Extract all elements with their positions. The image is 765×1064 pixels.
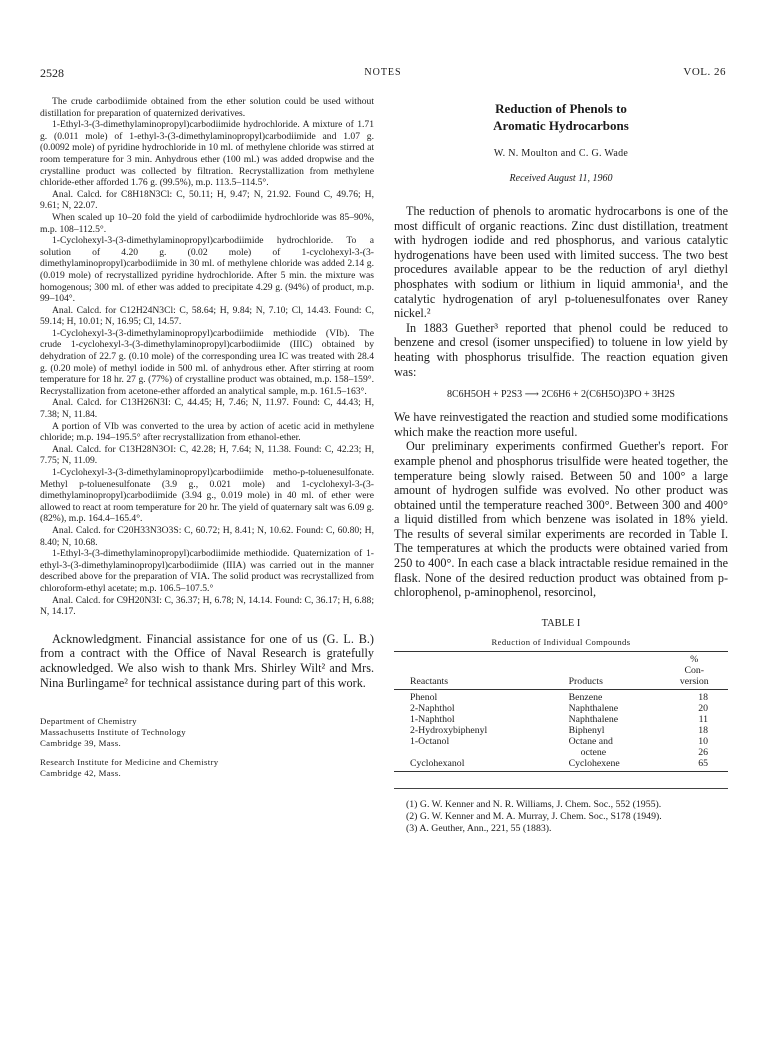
table-row <box>394 725 728 736</box>
cell: Phenol <box>410 691 438 703</box>
table-subtitle: Reduction of Individual Compounds <box>491 636 631 647</box>
left-column <box>40 96 374 779</box>
footnote: (2) G. W. Kenner and M. A. Murray, J. Chem. Soc., S178 (1949). <box>406 810 662 822</box>
volume-number: VOL. 26 <box>683 66 726 78</box>
paragraph: 1-Cyclohexyl-3-(3-dimethylaminopropyl)carbodiimide methiodide (VIb). The crude 1-cyclohexyl-3-(3-dimethylaminopropyl)carbodiimide (IIIC) obtained by dehydration of 22.7 g. (0.10 mole) of the corresponding urea IC was treated with 28.4 g. (0.20 mole) of methyl iodide in 500 ml. of anhydrous ether. After stirring at room temperature for 18 hr. 27 g. (77%) of crystalline product was obtained, m.p. 158–159°. Recrystallization from acetone-ether afforded an analytical sample, m.p. 161.5–163°. <box>40 327 374 397</box>
analysis: Anal. Calcd. for C9H20N3I: C, 36.37; H, 6.78; N, 14.14. Found: C, 36.17; H, 6.88; N, 14.17. <box>40 594 374 618</box>
cell: 11 <box>698 713 708 725</box>
paragraph: 1-Ethyl-3-(3-dimethylaminopropyl)carbodiimide methiodide. Quaternization of 1-ethyl-3-(3-dimethylaminopropyl)carbodiimide (IIIA) was carried out in the manner described above for the preparation of VIA. The solid product was recrystallized from chloroform-ethyl acetate; m.p. 106.5–107.5.° <box>40 548 374 594</box>
cell: 10 <box>698 735 708 747</box>
right-column <box>394 96 728 835</box>
page-number: 2528 <box>40 66 64 80</box>
table-row <box>394 758 728 772</box>
affiliation-block <box>40 716 374 779</box>
affiliation-line: Cambridge 42, Mass. <box>40 768 121 779</box>
cell: 2-Hydroxybiphenyl <box>410 724 488 736</box>
cell: 1-Octanol <box>410 735 450 747</box>
analysis: Anal. Calcd. for C13H26N3I: C, 44.45; H, 7.46; N, 11.97. Found: C, 44.43; H, 7.38; N, 11.84. <box>40 397 374 421</box>
analysis: Anal. Calcd. for C20H33N3O3S: C, 60.72; H, 8.41; N, 10.62. Found: C, 60.80; H, 8.40; N, 10.68. <box>40 524 374 548</box>
cell: 18 <box>698 724 708 736</box>
footnote: (3) A. Geuther, Ann., 221, 55 (1883). <box>406 822 552 834</box>
cell: 20 <box>698 702 708 714</box>
cell <box>394 747 559 758</box>
acknowledgment: Acknowledgment. Financial assistance for one of us (G. L. B.) from a contract with the Office of Naval Research is gratefully acknowledged. We also wish to thank Mrs. Shirley Wilt² and Mrs. Nina Burlingame² for technical assistance during part of this work. <box>40 631 374 690</box>
table-caption: TABLE I <box>541 617 581 629</box>
cell: Naphthalene <box>568 713 619 725</box>
body-paragraph: Our preliminary experiments confirmed Guether's report. For example phenol and phosphorus trisulfide were heated together, the temperature being slowly raised. Between 50 and 100° a large amount of hydrogen sulfide was evolved. No other product was obtained until the temperature reached 300°. Between 300 and 400° a liquid distilled from which benzene was isolated in 18% yield. The results of several similar experiments are recorded in Table I. The temperatures at which the products were obtained varied from 250 to 400°. In each case a black intractable residue remained in the flask. None of the desired reduction product was obtained from p-chlorophenol, p-aminophenol, resorcinol, <box>394 439 728 600</box>
paragraph: 1-Ethyl-3-(3-dimethylaminopropyl)carbodiimide hydrochloride. A mixture of 1.71 g. (0.011 mole) of 1-ethyl-3-(3-dimethylaminopropyl)carbodiimide and 1.07 g. (0.0092 mole) of pyridine hydrochloride in 10 ml. of methylene chloride was stirred at room temperature for 3 min. Anhydrous ether (100 ml.) was added dropwise and the crystalline product was collected by filtration. Recrystallization from methylene chloride-ether afforded 1.76 g. (99.5%), m.p. 113.5–114.5°. <box>40 119 374 189</box>
column-header: Reactants <box>394 651 559 689</box>
header-line: version <box>679 675 709 687</box>
table-header-row <box>394 651 728 689</box>
cell: Cyclohexanol <box>410 757 465 769</box>
cell: 65 <box>698 757 708 769</box>
table-row <box>394 747 728 758</box>
article-title: Aromatic Hydrocarbons <box>493 118 629 133</box>
table-row <box>394 736 728 747</box>
cell: Biphenyl <box>568 724 605 736</box>
cell: 2-Naphthol <box>410 702 455 714</box>
paragraph: 1-Cyclohexyl-3-(3-dimethylaminopropyl)carbodiimide hydrochloride. To a solution of 4.20 g. (0.02 mole) of 1-cyclohexyl-3-(3-dimethylaminopropyl)carbodiimide in 30 ml. of methylene chloride was added 2.14 g. (0.019 mole) of recrystallized pyridine hydrochloride. After 5 min. the mixture was homogenous; 300 ml. of ether was added to precipitate 4.29 g. (94%) of product, m.p. 99–104°. <box>40 235 374 305</box>
paragraph: When scaled up 10–20 fold the yield of carbodiimide hydrochloride was 85–90%, m.p. 108–112.5°. <box>40 211 374 235</box>
table-row <box>394 703 728 714</box>
footnote: (1) G. W. Kenner and N. R. Williams, J. Chem. Soc., 552 (1955). <box>406 798 662 810</box>
paragraph: The crude carbodiimide obtained from the ether solution could be used without distillation for preparation of quaternized derivatives. <box>40 96 374 119</box>
header-line: Con- <box>684 664 705 676</box>
page-header <box>40 66 726 84</box>
body-paragraph: The reduction of phenols to aromatic hydrocarbons is one of the most difficult of organic reactions. Zinc dust distillation, treatment with hydrogen iodide and red phosphorus, and various catalytic hydrogenations have been used with limited success. The two best procedures available appear to be the reduction of aryl diethyl phosphates with sodium or lithium in liquid ammonia¹, and the catalytic hydrogenation of aryl p-toluenesulfonates over Raney nickel.² <box>394 204 728 321</box>
affiliation-line: Research Institute for Medicine and Chemistry <box>40 757 219 768</box>
affiliation-line: Department of Chemistry <box>40 716 137 727</box>
authors: W. N. Moulton and C. G. Wade <box>493 148 629 159</box>
cell: 18 <box>698 691 708 703</box>
cell: 26 <box>698 746 708 758</box>
affiliation-line: Massachusetts Institute of Technology <box>40 727 186 738</box>
cell: Cyclohexene <box>568 757 620 769</box>
analysis: Anal. Calcd. for C8H18N3Cl: C, 50.11; H, 9.47; N, 21.92. Found C, 49.76; H, 9.61; N, 22.07. <box>40 188 374 212</box>
header-line: % <box>690 653 699 665</box>
cell: Naphthalene <box>568 702 619 714</box>
body-paragraph: We have reinvestigated the reaction and studied some modifications which make the reaction more useful. <box>394 410 728 439</box>
analysis: Anal. Calcd. for C12H24N3Cl: C, 58.64; H, 9.84; N, 7.10; Cl, 14.43. Found: C, 59.14; H, 10.01; N, 16.95; Cl, 14.57. <box>40 304 374 328</box>
table-row <box>394 689 728 703</box>
cell: 1-Naphthol <box>410 713 455 725</box>
body-paragraph: In 1883 Guether³ reported that phenol could be reduced to benzene and cresol (isomer unspecified) to toluene in low yield by heating with phosphorus trisulfide. The reaction equation given was: <box>394 320 728 379</box>
column-header <box>667 651 729 689</box>
cell: Benzene <box>568 691 603 703</box>
results-table <box>394 651 728 772</box>
table-row <box>394 714 728 725</box>
paragraph: A portion of VIb was converted to the urea by action of acetic acid in methylene chloride; m.p. 194–195.5° after recrystallization from ethanol-ether. <box>40 420 374 444</box>
article-title: Reduction of Phenols to <box>495 101 627 116</box>
cell: octene <box>580 746 607 758</box>
received-date: Received August 11, 1960 <box>509 173 613 184</box>
paragraph: 1-Cyclohexyl-3-(3-dimethylaminopropyl)carbodiimide metho-p-toluenesulfonate. Methyl p-toluenesulfonate (3.9 g., 0.021 mole) and 1-cyclohexyl-3-(3-dimethylaminopropyl)carbodiimide (3.94 g., 0.019 mole) in 40 ml. of ether were allowed to react at room temperature for 20 hr. The yield of quaternary salt was 6.09 g. (82%), m.p. 164.4–165.4°. <box>40 467 374 525</box>
cell: Octane and <box>568 735 613 747</box>
footnote-divider <box>394 788 728 789</box>
reaction-equation: 8C6H5OH + P2S3 ⟶ 2C6H6 + 2(C6H5O)3PO + 3H2S <box>447 389 675 401</box>
analysis: Anal. Calcd. for C13H28N3OI: C, 42.28; H, 7.64; N, 11.38. Found: C, 42.23; H, 7.75; N, 11.09. <box>40 443 374 467</box>
column-header: Products <box>559 651 667 689</box>
affiliation-line: Cambridge 39, Mass. <box>40 738 121 749</box>
running-head: NOTES <box>364 67 402 78</box>
